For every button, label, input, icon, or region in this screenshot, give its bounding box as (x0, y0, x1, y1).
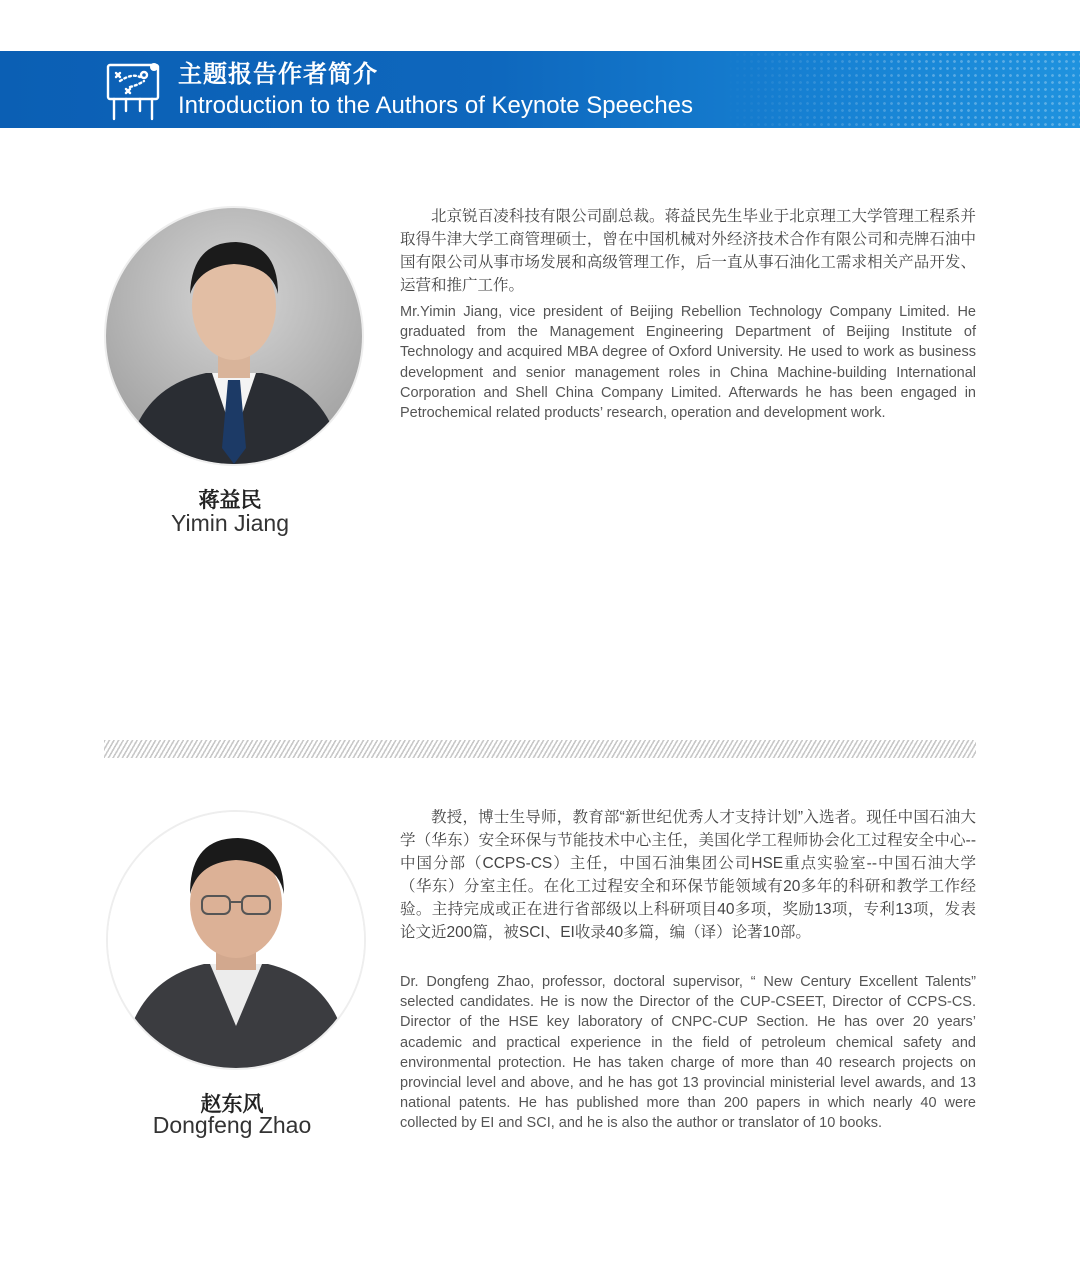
hatched-divider (104, 740, 976, 758)
speaker-bio-en: Dr. Dongfeng Zhao, professor, doctoral supervisor, “ New Century Excellent Talents” selected candidates. He is now the Director of the CUP-CSEET, Director of CCPS-CS. Director of the HSE key laboratory of CNPC-CUP Section. He has over 20 years’ academic and practical experience in the field of petroleum chemical safety and environmental protection. He has taken charge of more than 40 research projects on provincial level and above, and he has got 13 provincial ministerial level awards, and 13 national patents. He has published more than 200 papers in which nearly 40 were collected by EI and SCI, and he is also the author or translator of 10 books. (400, 974, 976, 1132)
presentation-board-icon (104, 59, 162, 121)
page-title-zh: 主题报告作者简介 (178, 61, 378, 88)
banner-dot-pattern (720, 51, 1080, 128)
speaker-bio-en: Mr.Yimin Jiang, vice president of Beijing Rebellion Technology Company Limited. He graduated from the Management Engineering Department of Beijing Institute of Technology and acquired MBA degree of Oxford University. He used to work as business development and senior management roles in China Machine-building International Corporation and Shell China Company Limited. Afterwards he has been engaged in Petrochemical related products’ research, operation and development work. (400, 304, 976, 422)
speaker-name-en: Dongfeng Zhao (152, 1112, 312, 1138)
speaker-name-en: Yimin Jiang (170, 510, 290, 536)
header-banner (0, 51, 1080, 128)
page-title-en: Introduction to the Authors of Keynote Speeches (178, 92, 694, 119)
speaker-portrait-zhao (108, 812, 364, 1068)
speaker-bio-zh: 教授，博士生导师，教育部“新世纪优秀人才支持计划”入选者。现任中国石油大学（华东）安全环保与节能技术中心主任，美国化学工程师协会化工过程安全中心--中国分部（CCPS-CS）主任，中国石油集团公司HSE重点实验室--中国石油大学（华东）分室主任。在化工过程安全和环保节能领域有20多年的科研和教学工作经验。主持完成或正在进行省部级以上科研项目40多项，奖励13项，专利13项，发表论文近200篇，被SCI、EI收录40多篇，编（译）论著10部。 (400, 809, 976, 941)
speaker-name-zh: 赵东风 (200, 1093, 264, 1116)
speaker-name-zh: 蒋益民 (198, 489, 262, 512)
speaker-portrait-jiang (106, 208, 362, 464)
speaker-bio-zh: 北京锐百凌科技有限公司副总裁。蒋益民先生毕业于北京理工大学管理工程系并取得牛津大学工商管理硕士，曾在中国机械对外经济技术合作有限公司和壳牌石油中国有限公司从事市场发展和高级管理工作，后一直从事石油化工需求相关产品开发、运营和推广工作。 (400, 208, 976, 294)
